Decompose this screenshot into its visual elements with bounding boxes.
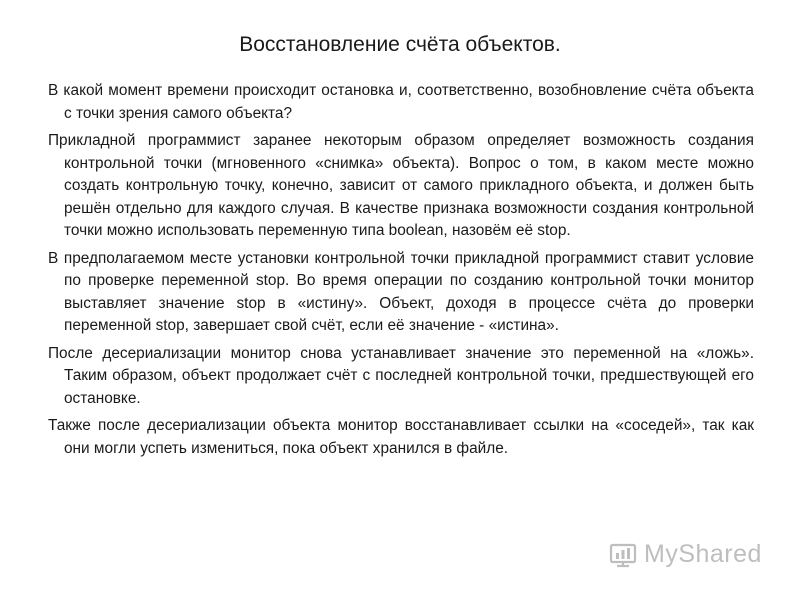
slide-body [48, 80, 754, 465]
watermark-text: MyShared [644, 539, 762, 568]
paragraph-question: В какой момент времени происходит остановка и, соответственно, возобновление счёта объекта с точки зрения самого объекта? [48, 82, 754, 122]
slide-title: Восстановление счёта объектов. [239, 33, 561, 56]
paragraph-neighbors: Также после десериализации объекта монитор восстанавливает ссылки на «соседей», так как они могли успеть измениться, пока объект хранился в файле. [48, 417, 754, 457]
paragraph-checkpoint-definition: Прикладной программист заранее некоторым образом определяет возможность создания контрольной точки (мгновенного «снимка» объекта). Вопрос о том, в каком месте можно создать контрольную точку, конечно, зависит от самого прикладного объекта, и должен быть решён отдельно для каждого случая. В качестве признака возможности создания контрольной точки можно использовать переменную типа boolean, назовём её stop. [48, 132, 754, 239]
myshared-logo-icon [608, 539, 638, 569]
myshared-watermark [608, 537, 762, 571]
paragraph-deserialization: После десериализации монитор снова устанавливает значение это переменной на «ложь». Таким образом, объект продолжает счёт с последней контрольной точки, предшествующей его остановке. [48, 344, 754, 407]
paragraph-stop-condition: В предполагаемом месте установки контрольной точки прикладной программист ставит условие по проверке переменной stop. Во время операции по созданию контрольной точки монитор выставляет значение stop в «истину». Объект, доходя в процессе счёта до проверки переменной stop, завершает свой счёт, если её значение - «истина». [48, 249, 754, 334]
